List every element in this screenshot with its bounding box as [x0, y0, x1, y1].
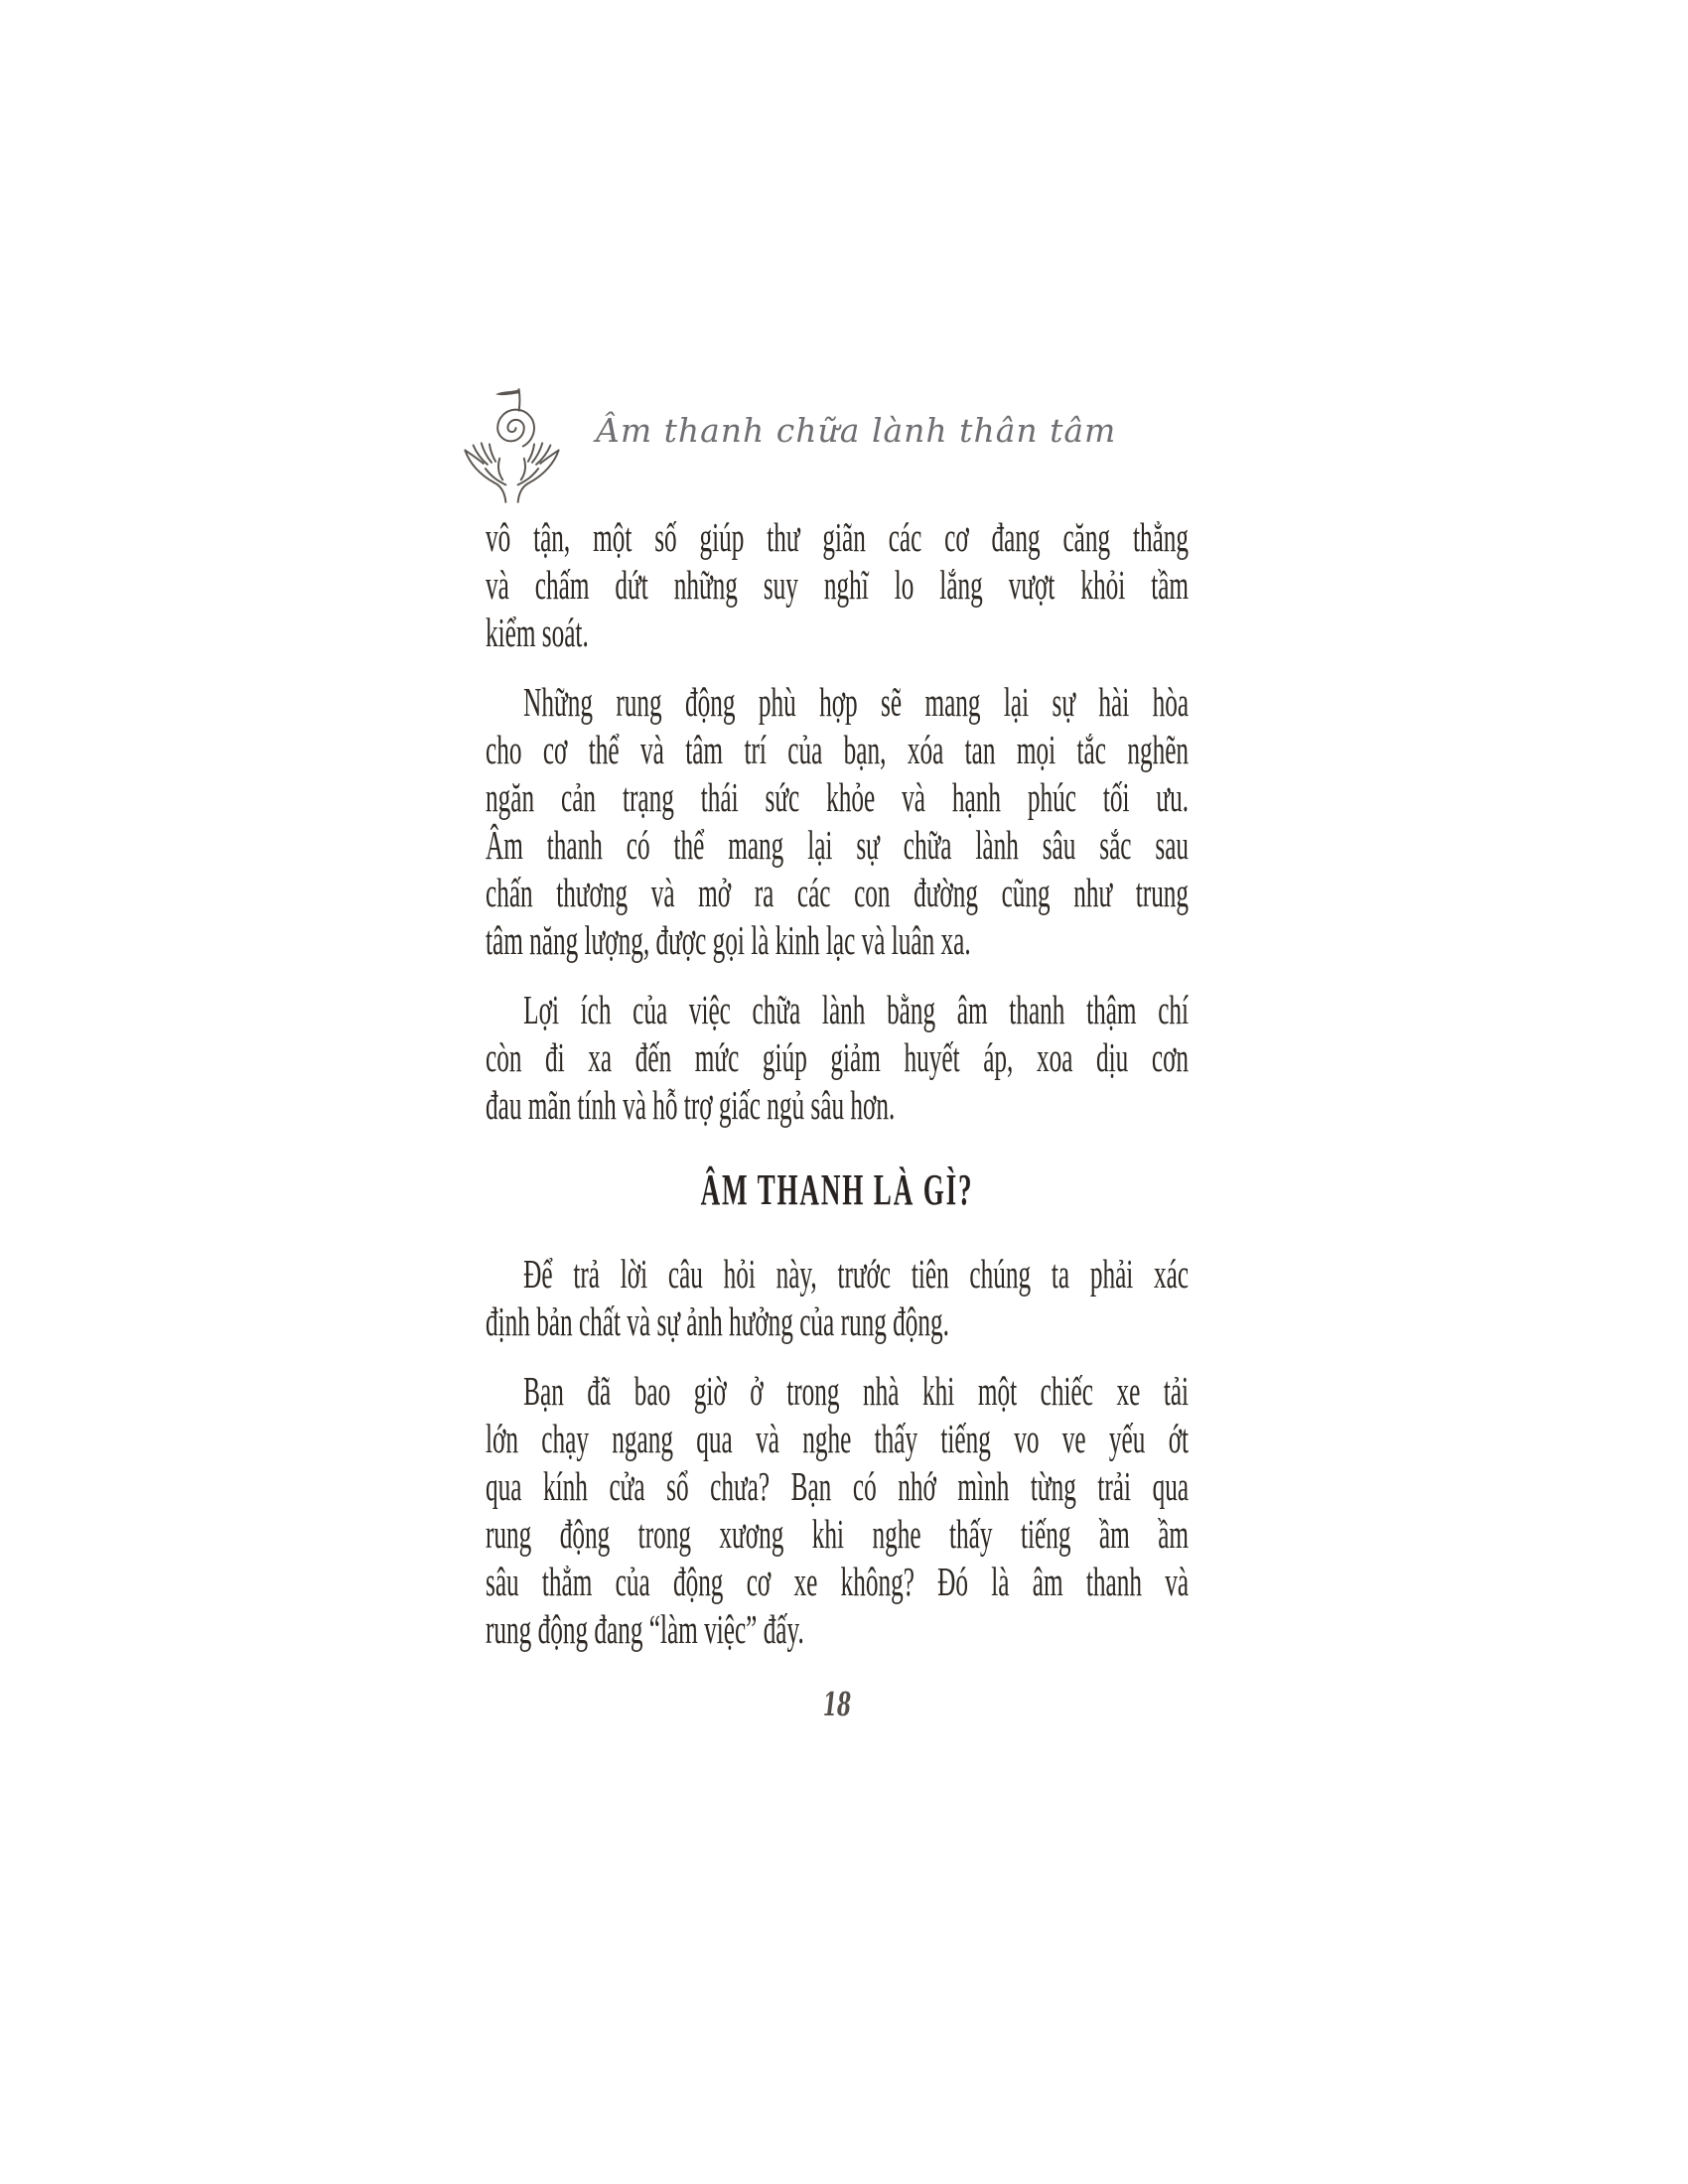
text-line: đau mãn tính và hỗ trợ giấc ngủ sâu hơn. [486, 1082, 896, 1128]
paragraph [486, 678, 1189, 964]
text-line: chấn thương và mở ra các con đường cũng như trung [486, 870, 1190, 915]
text-line: lớn chạy ngang qua và nghe thấy tiếng vo ve yếu ớt [486, 1416, 1190, 1461]
hands-holding-spiral-music-note-logo [449, 383, 576, 510]
text-line: vô tận, một số giúp thư giãn các cơ đang căng thẳng [486, 514, 1190, 560]
text-line: Âm thanh có thể mang lại sự chữa lành sâu sắc sau [486, 822, 1190, 868]
text-line: còn đi xa đến mức giúp giảm huyết áp, xoa dịu cơn [486, 1034, 1190, 1080]
text-line: rung động đang “làm việc” đấy. [486, 1606, 804, 1652]
text-line: cho cơ thể và tâm trí của bạn, xóa tan mọi tắc nghẽn [486, 727, 1190, 772]
text-line: rung động trong xương khi nghe thấy tiếng ầm ầm [486, 1511, 1190, 1557]
text-line: tâm năng lượng, được gọi là kinh lạc và luân xa. [486, 917, 971, 963]
text-line: sâu thẳm của động cơ xe không? Đó là âm thanh và [486, 1559, 1190, 1604]
paragraph [486, 1250, 1189, 1345]
text-line: Lợi ích của việc chữa lành bằng âm thanh thậm chí [523, 987, 1190, 1032]
text-line: ngăn cản trạng thái sức khỏe và hạnh phúc tối ưu. [486, 774, 1190, 820]
text-line: Để trả lời câu hỏi này, trước tiên chúng ta phải xác [523, 1251, 1190, 1297]
text-line: Bạn đã bao giờ ở trong nhà khi một chiếc xe tải [523, 1368, 1190, 1414]
paragraphs-after-heading [486, 1250, 1189, 1653]
paragraph [486, 1367, 1189, 1653]
text-line: qua kính cửa sổ chưa? Bạn có nhớ mình từng trải qua [486, 1463, 1190, 1509]
body-text-column [486, 513, 1189, 1728]
text-line: và chấm dứt những suy nghĩ lo lắng vượt khỏi tầm [486, 562, 1190, 608]
logo-svg [449, 383, 576, 510]
text-line: Những rung động phù hợp sẽ mang lại sự hài hòa [523, 679, 1190, 725]
page-number: 18 [822, 1685, 852, 1723]
paragraph [486, 513, 1189, 656]
paragraph [486, 986, 1189, 1129]
section-heading: ÂM THANH LÀ GÌ? [700, 1165, 974, 1214]
text-line: định bản chất và sự ảnh hưởng của rung động. [486, 1298, 949, 1344]
running-head-title: Âm thanh chữa lành thân tâm [596, 411, 1117, 450]
text-line: kiểm soát. [486, 610, 589, 655]
paragraphs-before-heading [486, 513, 1189, 1129]
